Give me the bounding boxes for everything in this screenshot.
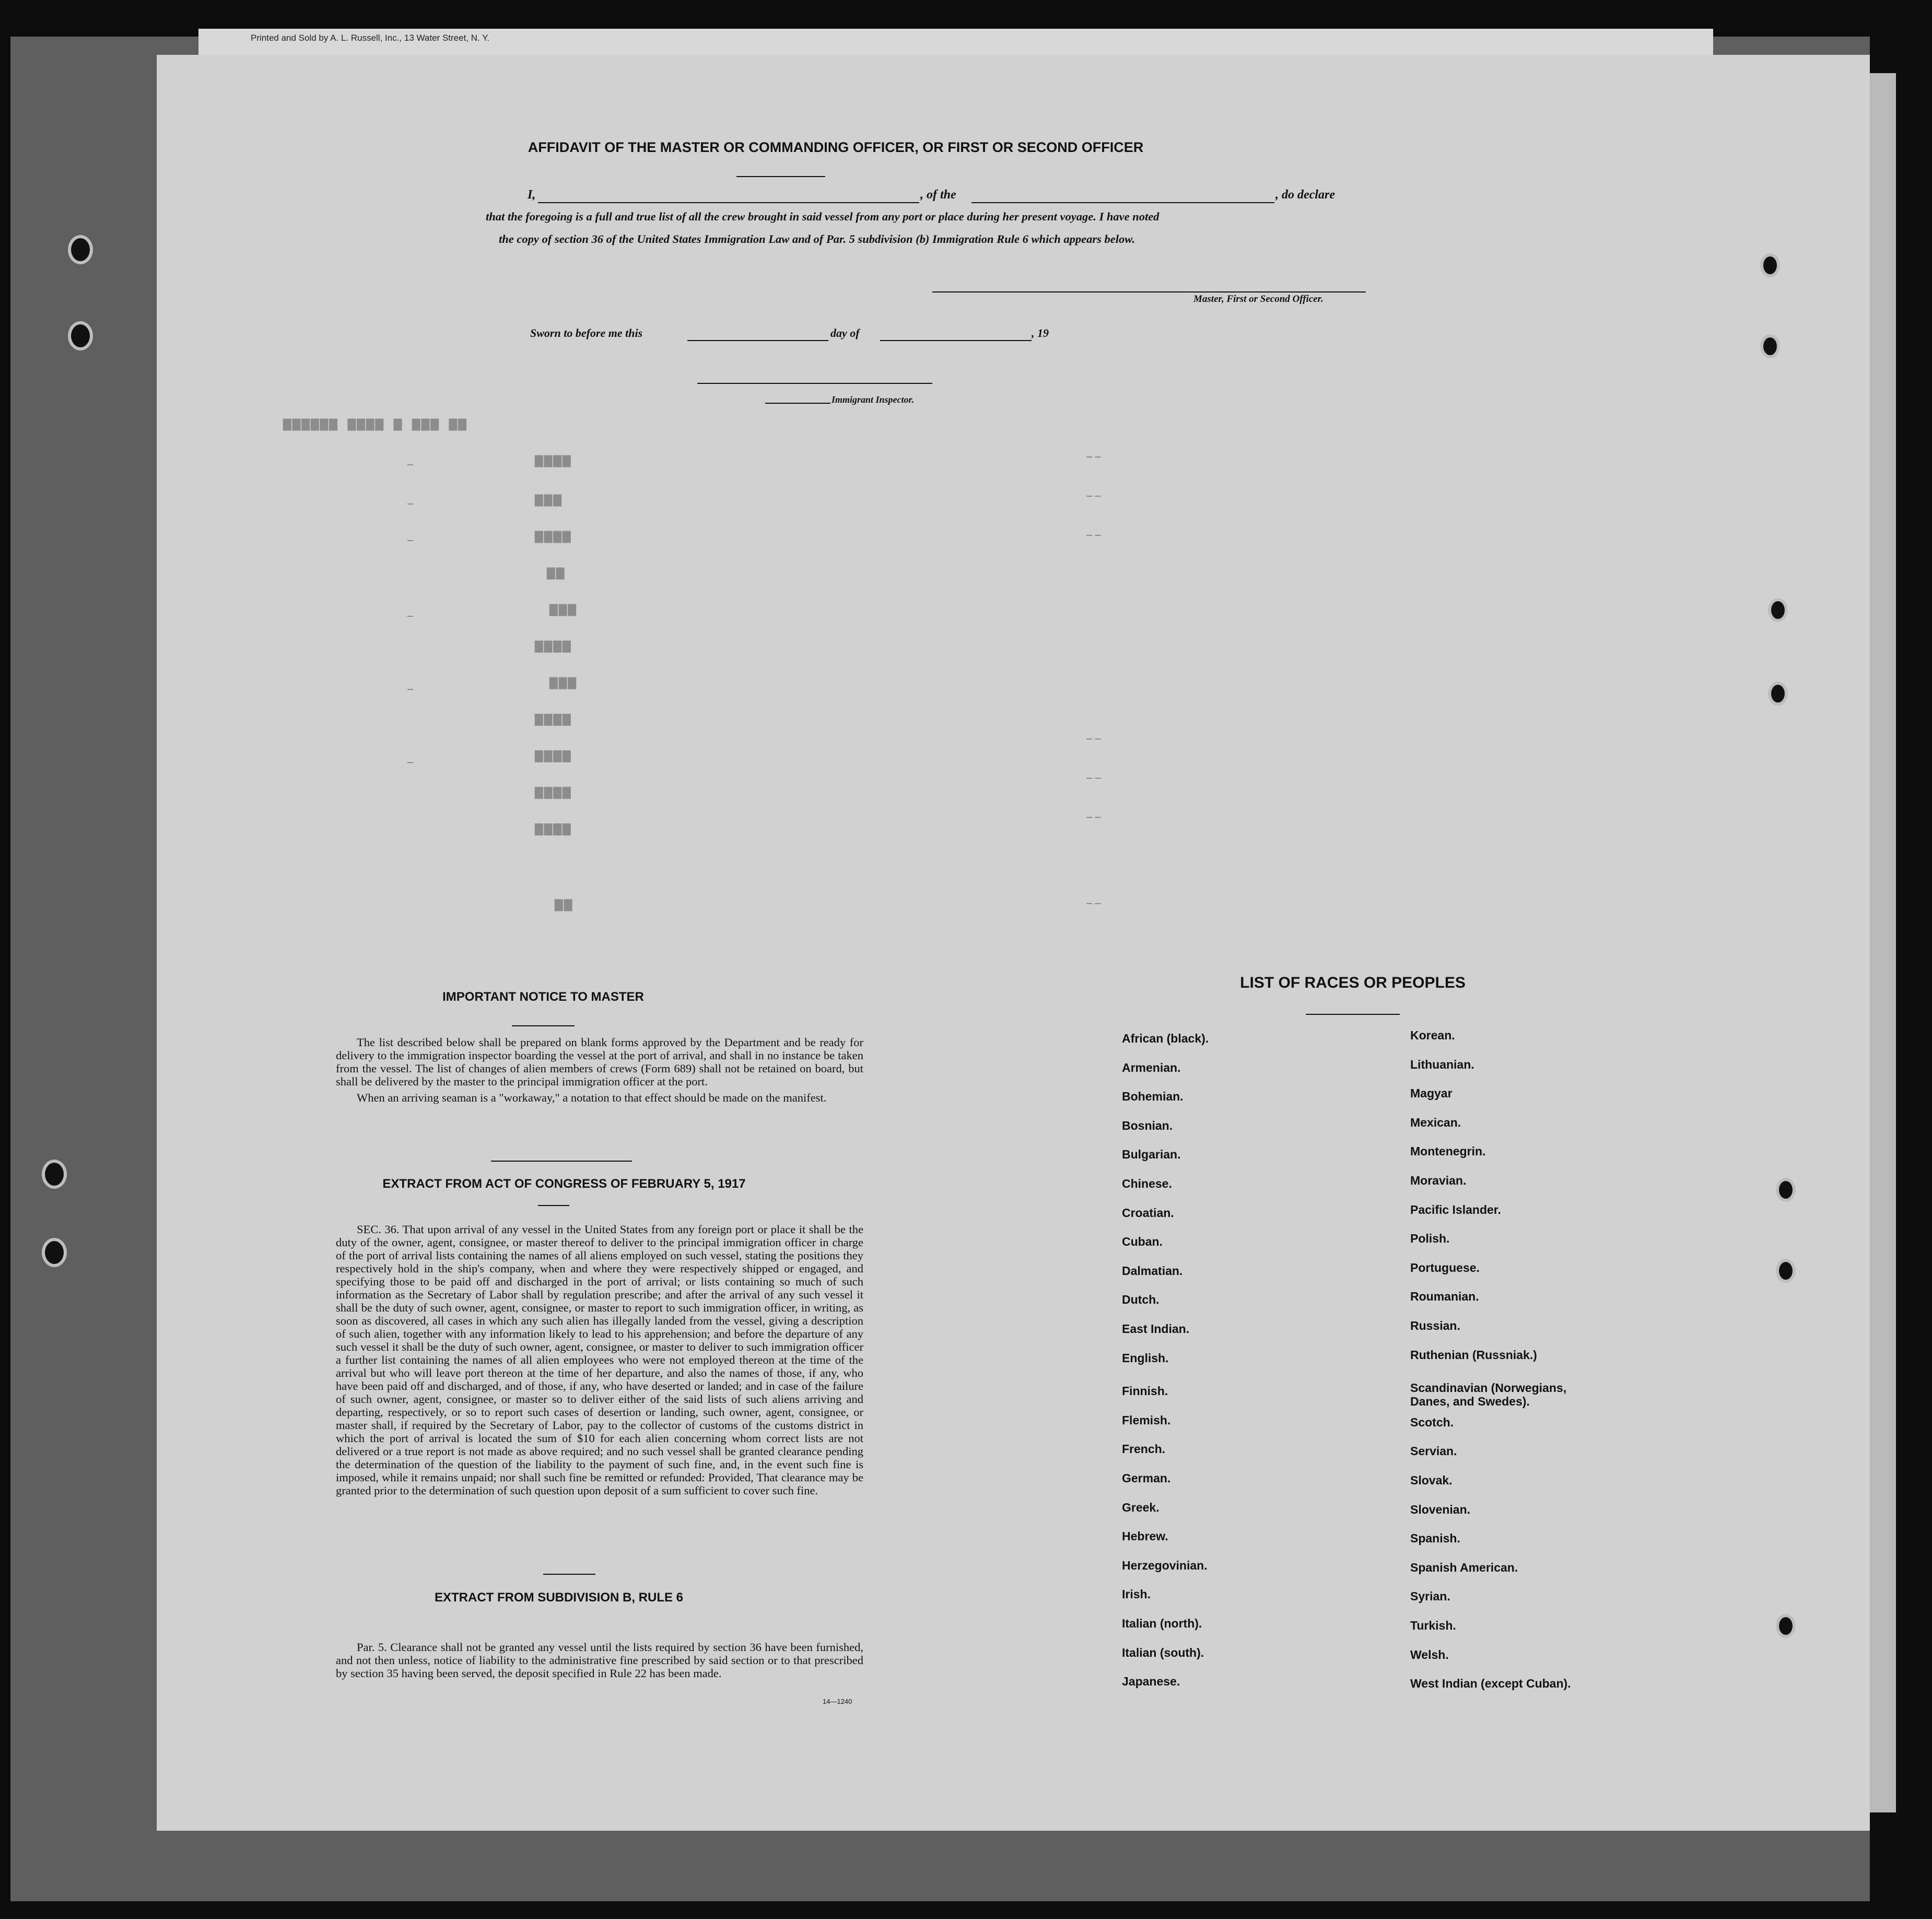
vessel-name-blank[interactable]	[971, 202, 1274, 203]
binder-hole-icon	[42, 1238, 67, 1267]
race-item: African (black).	[1122, 1032, 1209, 1045]
inspector-signature-blank[interactable]	[697, 383, 932, 384]
race-item: Dutch.	[1122, 1293, 1160, 1307]
bleed-through-dash: – –	[1086, 896, 1101, 909]
race-item: Polish.	[1410, 1232, 1450, 1246]
race-item: Dalmatian.	[1122, 1263, 1183, 1278]
race-item: Scandinavian (Norwegians, Danes, and Swedes).	[1410, 1381, 1567, 1409]
race-item: Turkish.	[1410, 1619, 1456, 1632]
bleed-through-mark: ▆▆▆	[534, 492, 561, 507]
rule-paragraph-5: Par. 5. Clearance shall not be granted any vessel until the lists required by section 36 have been furnished, and not then unless, notice of liability to the administrative fine prescribed by said section or to that prescribed by section 35 having been served, the deposit specified in Rule 22 has been made.	[336, 1641, 863, 1680]
bleed-through-dash: –	[407, 496, 413, 509]
form-number: 14—1240	[823, 1698, 852, 1705]
race-item: Montenegrin.	[1410, 1144, 1486, 1159]
notice-title: IMPORTANT NOTICE TO MASTER	[442, 990, 644, 1004]
race-item: Mexican.	[1410, 1115, 1461, 1129]
affidavit-line-2: that the foregoing is a full and true list of all the crew brought in said vessel from any port or place during her present voyage. I have noted	[486, 210, 1160, 223]
bleed-through-dash: – –	[1086, 449, 1101, 462]
master-signature-blank[interactable]	[932, 291, 1366, 292]
race-item: Korean.	[1410, 1028, 1455, 1042]
printer-line: Printed and Sold by A. L. Russell, Inc., 13 Water Street, N. Y.	[251, 33, 490, 43]
affidavit-line-3: the copy of section 36 of the United States Immigration Law and of Par. 5 subdivision (b) Immigration Rule 6 which appears below.	[499, 232, 1135, 245]
races-title: LIST OF RACES OR PEOPLES	[1240, 974, 1466, 991]
inspector-label: Immigrant Inspector.	[832, 394, 915, 405]
signature-label: Master, First or Second Officer.	[1193, 294, 1324, 305]
race-item: German.	[1122, 1471, 1171, 1485]
notice-body	[336, 1036, 863, 1104]
binder-hole-icon	[1760, 253, 1780, 277]
race-item: Hebrew.	[1122, 1529, 1168, 1543]
race-item: Greek.	[1122, 1500, 1160, 1514]
race-item: Portuguese.	[1410, 1260, 1480, 1274]
bleed-through-mark: ▆▆▆▆	[534, 747, 571, 763]
bleed-through-mark: ▆▆▆▆	[534, 711, 571, 727]
binder-hole-icon	[1776, 1614, 1796, 1638]
bleed-through-mark: ▆▆	[554, 896, 572, 912]
race-item: West Indian (except Cuban).	[1410, 1677, 1571, 1691]
binder-hole-icon	[1768, 598, 1788, 622]
officer-name-blank[interactable]	[538, 202, 919, 203]
race-item: Irish.	[1122, 1587, 1151, 1601]
act-section-36: SEC. 36. That upon arrival of any vessel in the United States from any foreign port or place it shall be the duty of the owner, agent, consignee, or master thereof to deliver to the principal immigration officer in charge of the port of arrival lists containing the names of all aliens employed on such vessel, stating the positions they respectively hold in the ship's company, when and where they were respectively shipped or engaged, and specifying those to be paid off and discharged in the port of arrival; or lists containing so much of such information as the Secretary of Labor shall by regulation prescribe; and after the arrival of any such vessel it shall be the duty of such owner, agent, consignee, or master to report to such immigration officer, in writing, as soon as discovered, all cases in which any such alien has illegally landed from the vessel, giving a description of such alien, together with any information likely to lead to his apprehension; and before the departure of any such vessel it shall be the duty of such owner, agent, consignee, or master to deliver to such immigration officer a further list containing the names of all alien employees who were not employed thereon at the time of the arrival but who will leave port thereon at the time of her departure, and also the names of those, if any, who have been paid off and discharged, and of those, if any, who have deserted or landed; and in case of the failure of such owner, agent, consignee, or master so to deliver either of the said lists of such aliens arriving and departing, respectively, or so to report such cases of desertion or landing, such owner, agent, consignee, or master shall, if required by the Secretary of Labor, pay to the collector of customs of the customs district in which the port of arrival is located the sum of $10 for each alien concerning whom correct lists are not delivered or a true report is not made as above required; and no such vessel shall be granted clearance pending the determination of the question of the liability to the payment of such fine, and, in the event such fine is imposed, while it remains unpaid; nor shall such fine be remitted or refunded: Provided, That clearance may be granted prior to the determination of such question upon deposit of a sum sufficient to cover such fine.	[336, 1223, 863, 1497]
bleed-through-dash: – –	[1086, 528, 1101, 541]
race-item: Moravian.	[1410, 1174, 1467, 1187]
affidavit-title-rule	[736, 176, 825, 177]
race-item: Armenian.	[1122, 1060, 1181, 1074]
race-item: Roumanian.	[1410, 1290, 1479, 1304]
section-divider	[543, 1574, 595, 1575]
bleed-through-dash: –	[407, 609, 413, 622]
act-title-rule	[538, 1205, 569, 1206]
rule-title: EXTRACT FROM SUBDIVISION B, RULE 6	[434, 1590, 684, 1605]
bleed-through-dash: – –	[1086, 731, 1101, 744]
race-item: Slovenian.	[1410, 1502, 1471, 1516]
affidavit-of-the: , of the	[920, 188, 956, 202]
races-title-rule	[1306, 1014, 1400, 1015]
bleed-through-mark: ▆▆ ▆▆▆ ▆ ▆▆▆▆ ▆▆▆▆▆▆	[282, 416, 466, 431]
race-item: Finnish.	[1122, 1384, 1168, 1398]
race-item: Cuban.	[1122, 1235, 1163, 1249]
bleed-through-dash: – –	[1086, 770, 1101, 783]
bleed-through-dash: – –	[1086, 810, 1101, 823]
bleed-through-dash: –	[407, 457, 413, 470]
binder-hole-icon	[1776, 1178, 1796, 1202]
race-item: Magyar	[1410, 1086, 1453, 1101]
binder-hole-icon	[68, 321, 93, 350]
binder-hole-icon	[68, 235, 93, 264]
year-prefix: , 19	[1032, 326, 1049, 340]
race-item: Ruthenian (Russniak.)	[1410, 1348, 1537, 1362]
bleed-through-mark: ▆▆▆▆	[534, 528, 571, 544]
notice-paragraph-1: The list described below shall be prepared on blank forms approved by the Department and be ready for delivery to the immigration inspector boarding the vessel at the port of arrival, and shall in no instance be taken from the vessel. The list of changes of alien members of crews (Form 689) shall not be retained on board, but shall be delivered by the master to the principal immigration officer at the port.	[336, 1036, 863, 1088]
race-item: Servian.	[1410, 1444, 1457, 1458]
race-item: English.	[1122, 1351, 1169, 1365]
binder-hole-icon	[1776, 1259, 1796, 1283]
race-item: Herzegovinian.	[1122, 1558, 1208, 1572]
race-item: Spanish.	[1410, 1531, 1460, 1546]
race-item: Japanese.	[1122, 1675, 1180, 1689]
race-item: Italian (north).	[1122, 1617, 1202, 1630]
race-item: Croatian.	[1122, 1206, 1174, 1220]
manifest-back-page	[157, 55, 1870, 1831]
affidavit-declare: , do declare	[1275, 188, 1335, 202]
race-item: Bosnian.	[1122, 1118, 1173, 1132]
race-item: Lithuanian.	[1410, 1057, 1474, 1071]
notice-title-rule	[512, 1025, 575, 1026]
race-item: French.	[1122, 1442, 1166, 1456]
bleed-through-mark: ▆▆▆▆	[534, 452, 571, 468]
race-item: Scotch.	[1410, 1415, 1454, 1429]
act-title: EXTRACT FROM ACT OF CONGRESS OF FEBRUARY 5, 1917	[382, 1177, 746, 1191]
bleed-through-dash: – –	[1086, 488, 1101, 501]
race-item: East Indian.	[1122, 1322, 1190, 1336]
binder-hole-icon	[1760, 334, 1780, 358]
race-item: Syrian.	[1410, 1589, 1450, 1604]
binder-hole-icon	[1768, 682, 1788, 706]
bleed-through-dash: –	[407, 755, 413, 768]
inspector-short-rule	[765, 403, 830, 404]
bleed-through-mark: ▆▆▆	[548, 674, 576, 690]
race-item: Italian (south).	[1122, 1645, 1204, 1659]
race-item: Welsh.	[1410, 1647, 1449, 1661]
race-item: Spanish American.	[1410, 1560, 1518, 1574]
bleed-through-mark: ▆▆▆▆	[534, 638, 571, 653]
bleed-through-dash: –	[407, 533, 413, 546]
race-item: Chinese.	[1122, 1177, 1172, 1190]
race-item: Bohemian.	[1122, 1090, 1184, 1104]
race-item: Pacific Islander.	[1410, 1202, 1501, 1216]
race-item: Flemish.	[1122, 1413, 1171, 1427]
section-divider	[491, 1161, 632, 1162]
affidavit-i: I,	[528, 188, 536, 202]
bleed-through-mark: ▆▆▆▆	[534, 784, 571, 800]
affidavit-title: AFFIDAVIT OF THE MASTER OR COMMANDING OFFICER, OR FIRST OR SECOND OFFICER	[528, 139, 1144, 155]
race-item: Russian.	[1410, 1319, 1460, 1332]
binder-hole-icon	[42, 1160, 67, 1189]
notice-paragraph-2: When an arriving seaman is a "workaway," a notation to that effect should be made on the manifest.	[357, 1091, 827, 1104]
race-item: Bulgarian.	[1122, 1148, 1181, 1162]
day-of-text: day of	[830, 326, 860, 340]
underlying-form-strip	[198, 29, 1713, 57]
bleed-through-mark: ▆▆	[546, 565, 565, 580]
sworn-text: Sworn to before me this	[530, 326, 643, 340]
sworn-date-blank[interactable]	[687, 340, 828, 341]
bleed-through-mark: ▆▆▆▆	[534, 821, 571, 836]
bleed-through-dash: –	[407, 682, 413, 695]
bleed-through-mark: ▆▆▆	[548, 601, 576, 617]
rule-body	[336, 1641, 863, 1680]
sworn-month-blank[interactable]	[880, 340, 1032, 341]
act-body	[336, 1223, 863, 1497]
race-item: Slovak.	[1410, 1473, 1453, 1487]
